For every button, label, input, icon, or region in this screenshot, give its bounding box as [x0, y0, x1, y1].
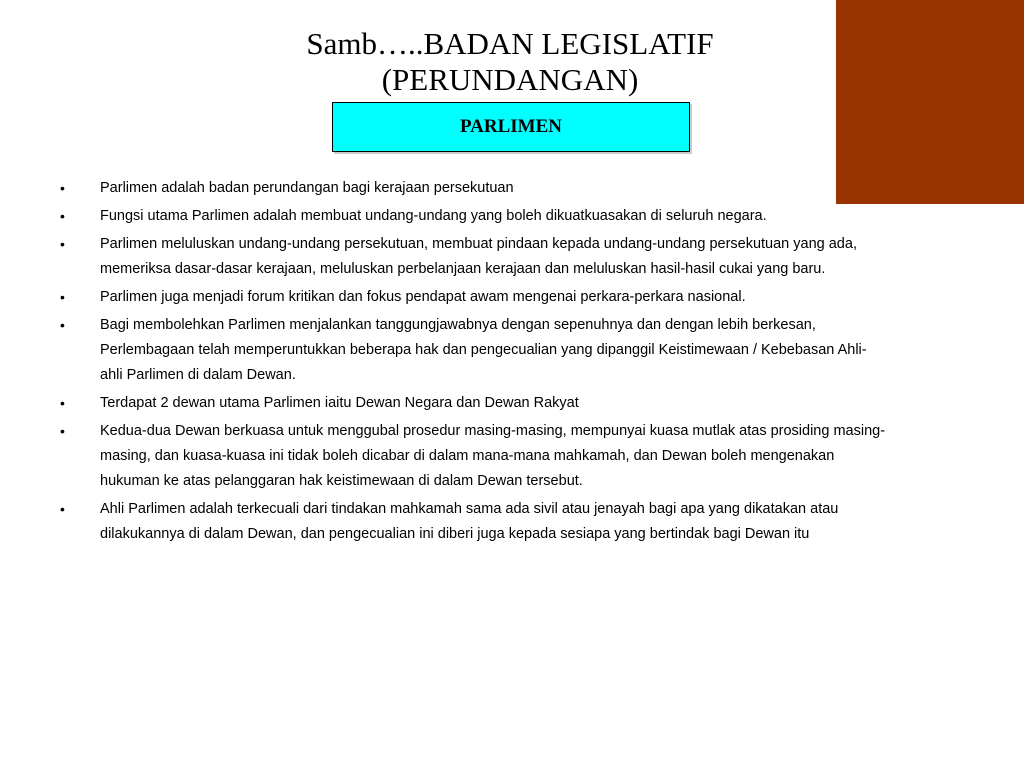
bullet-text: Terdapat 2 dewan utama Parlimen iaitu Dewan Negara dan Dewan Rakyat	[100, 395, 579, 411]
accent-block	[836, 0, 1024, 204]
bullet-item	[58, 391, 888, 416]
parlimen-label-box	[332, 102, 690, 152]
bullet-list	[58, 176, 888, 550]
bullet-dot-icon: •	[60, 208, 65, 224]
bullet-dot-icon: •	[60, 501, 65, 517]
bullet-dot-icon: •	[60, 395, 65, 411]
bullet-dot-icon: •	[60, 317, 65, 333]
title-line-1: Samb…..BADAN LEGISLATIF	[306, 26, 714, 61]
bullet-item	[58, 232, 888, 282]
bullet-dot-icon: •	[60, 289, 65, 305]
bullet-item	[58, 419, 888, 494]
bullet-dot-icon: •	[60, 180, 65, 196]
bullet-dot-icon: •	[60, 236, 65, 252]
parlimen-label: PARLIMEN	[459, 116, 563, 137]
bullet-dot-icon: •	[60, 423, 65, 439]
bullet-item	[58, 204, 888, 229]
bullet-text: Bagi membolehkan Parlimen menjalankan tanggungjawabnya dengan sepenuhnya dan dengan lebih berkesan, Perlembagaan telah memperuntukkan beberapa hak dan pengecualian yang dipanggil Keistimewaan / Kebebasan Ahli-ahli Parlimen di dalam Dewan.	[100, 317, 867, 383]
bullet-text: Kedua-dua Dewan berkuasa untuk menggubal prosedur masing-masing, mempunyai kuasa mutlak atas prosiding masing-masing, dan kuasa-kuasa ini tidak boleh dicabar di dalam mana-mana mahkamah, dan Dewan boleh mengenakan hukuman ke atas pelanggaran hak keistimewaan di dalam Dewan tersebut.	[100, 423, 886, 489]
bullet-text: Ahli Parlimen adalah terkecuali dari tindakan mahkamah sama ada sivil atau jenayah bagi apa yang dikatakan atau dilakukannya di dalam Dewan, dan pengecualian ini diberi juga kepada sesiapa yang bertindak bagi Dewan itu	[100, 501, 839, 542]
title-line-2: (PERUNDANGAN)	[381, 62, 639, 97]
bullet-text: Fungsi utama Parlimen adalah membuat undang-undang yang boleh dikuatkuasakan di seluruh negara.	[100, 208, 767, 224]
slide-title	[220, 26, 800, 98]
bullet-text: Parlimen juga menjadi forum kritikan dan fokus pendapat awam mengenai perkara-perkara nasional.	[100, 289, 746, 305]
bullet-text: Parlimen meluluskan undang-undang persekutuan, membuat pindaan kepada undang-undang persekutuan yang ada, memeriksa dasar-dasar kerajaan, meluluskan perbelanjaan kerajaan dan meluluskan hasil-hasil cukai yang baru.	[100, 236, 857, 277]
bullet-item	[58, 176, 888, 201]
bullet-item	[58, 285, 888, 310]
bullet-item	[58, 497, 888, 547]
bullet-item	[58, 313, 888, 388]
bullet-text: Parlimen adalah badan perundangan bagi kerajaan persekutuan	[100, 180, 514, 196]
